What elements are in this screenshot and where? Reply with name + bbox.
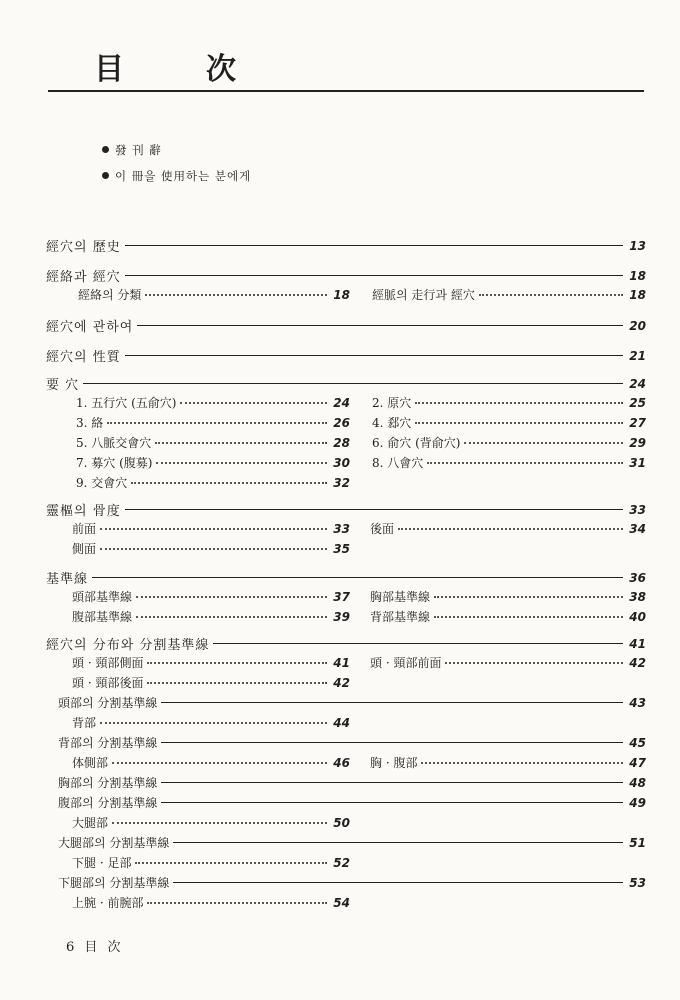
intro-label: 이 冊을 使用하는 분에게: [115, 169, 252, 183]
toc-page: 27: [629, 415, 646, 430]
toc-label: 4. 郄穴: [372, 416, 412, 430]
toc-entry[interactable]: [72, 754, 350, 771]
toc-entry[interactable]: [76, 434, 350, 451]
toc-entry[interactable]: [72, 854, 350, 871]
toc-entry[interactable]: [72, 520, 350, 537]
leader-dots: [135, 862, 327, 864]
toc-label: 頭 · 頸部側面: [72, 656, 144, 670]
toc-page: 51: [629, 835, 646, 850]
toc-page: 31: [629, 455, 646, 470]
toc-label: 側面: [72, 542, 97, 556]
toc-entry[interactable]: [58, 874, 646, 891]
toc-page: 54: [333, 895, 350, 910]
toc-entry[interactable]: [76, 414, 350, 431]
toc-page: 39: [333, 609, 350, 624]
toc-entry[interactable]: [46, 634, 646, 653]
toc-entry[interactable]: [72, 814, 350, 831]
toc-page: 53: [629, 875, 646, 890]
toc-label: 背部의 分割基準線: [58, 736, 158, 750]
toc-page: 18: [629, 268, 646, 283]
toc-label: 上腕 · 前腕部: [72, 896, 144, 910]
toc-label: 要 穴: [46, 378, 80, 393]
toc-label: 經穴의 分布와 分割基準線: [46, 638, 210, 653]
intro-item-preface[interactable]: [102, 142, 162, 158]
leader-dots: [107, 422, 327, 424]
toc-label: 体側部: [72, 756, 109, 770]
leader-line: [83, 383, 623, 384]
toc-entry[interactable]: [372, 454, 646, 471]
toc-entry[interactable]: [46, 316, 646, 335]
leader-line: [161, 802, 623, 803]
leader-line: [173, 842, 623, 843]
toc-label: 經絡과 經穴: [46, 270, 121, 285]
intro-item-user-guide[interactable]: [102, 168, 251, 184]
toc-label: 前面: [72, 522, 97, 536]
leader-line: [173, 882, 623, 883]
toc-entry[interactable]: [372, 394, 646, 411]
toc-entry[interactable]: [72, 608, 350, 625]
leader-dots: [136, 616, 327, 618]
toc-entry[interactable]: [58, 794, 646, 811]
toc-page: 38: [629, 589, 646, 604]
toc-entry[interactable]: [72, 674, 350, 691]
toc-page: 33: [333, 521, 350, 536]
toc-label: 腹部基準線: [72, 610, 133, 624]
toc-entry[interactable]: [370, 588, 646, 605]
toc-page: 30: [333, 455, 350, 470]
title-divider: [48, 90, 644, 92]
toc-label: 下腿 · 足部: [72, 856, 132, 870]
toc-label: 腹部의 分割基準線: [58, 796, 158, 810]
toc-page: 18: [333, 287, 350, 302]
toc-entry[interactable]: [46, 346, 646, 365]
toc-page: 24: [629, 376, 646, 391]
leader-dots: [100, 528, 327, 530]
toc-page: 45: [629, 735, 646, 750]
leader-dots: [100, 548, 327, 550]
intro-label: 發 刊 辭: [115, 143, 162, 157]
toc-page: 36: [629, 570, 646, 585]
leader-dots: [147, 662, 327, 664]
leader-line: [213, 643, 623, 644]
toc-label: 2. 原穴: [372, 396, 412, 410]
toc-page: 25: [629, 395, 646, 410]
toc-page: 46: [333, 755, 350, 770]
toc-entry[interactable]: [370, 608, 646, 625]
toc-label: 後面: [370, 522, 395, 536]
toc-entry[interactable]: [46, 568, 646, 587]
toc-label: 胸 · 腹部: [370, 756, 418, 770]
leader-dots: [156, 462, 327, 464]
toc-page: 21: [629, 348, 646, 363]
toc-page: 29: [629, 435, 646, 450]
leader-line: [137, 325, 623, 326]
leader-dots: [147, 682, 327, 684]
leader-dots: [445, 662, 623, 664]
toc-label: 頭 · 頸部後面: [72, 676, 144, 690]
toc-label: 基準線: [46, 572, 89, 587]
leader-dots: [427, 462, 623, 464]
leader-line: [92, 577, 623, 578]
leader-line: [125, 355, 624, 356]
toc-entry[interactable]: [72, 894, 350, 911]
toc-page: 24: [333, 395, 350, 410]
leader-line: [161, 742, 623, 743]
toc-page: 33: [629, 502, 646, 517]
toc-entry[interactable]: [58, 774, 646, 791]
toc-page: 52: [333, 855, 350, 870]
toc-label: 經穴의 性質: [46, 350, 121, 365]
toc-label: 靈樞의 骨度: [46, 504, 121, 519]
toc-page: 50: [333, 815, 350, 830]
toc-label: 胸部基準線: [370, 590, 431, 604]
toc-label: 大腿部: [72, 816, 109, 830]
toc-label: 1. 五行穴 (五俞穴): [76, 396, 177, 410]
toc-entry[interactable]: [372, 434, 646, 451]
toc-label: 背部: [72, 716, 97, 730]
toc-page: 32: [333, 475, 350, 490]
bullet-icon: [102, 172, 109, 179]
toc-page: 13: [629, 238, 646, 253]
leader-dots: [415, 402, 623, 404]
toc-label: 6. 俞穴 (背俞穴): [372, 436, 461, 450]
leader-dots: [398, 528, 623, 530]
toc-entry[interactable]: [372, 286, 646, 303]
toc-page: 28: [333, 435, 350, 450]
leader-dots: [434, 616, 623, 618]
toc-entry[interactable]: [76, 474, 350, 491]
toc-entry[interactable]: [46, 236, 646, 255]
toc-page: 41: [629, 636, 646, 651]
toc-label: 大腿部의 分割基準線: [58, 836, 170, 850]
leader-dots: [136, 596, 327, 598]
toc-label: 頭 · 頸部前面: [370, 656, 442, 670]
toc-entry[interactable]: [58, 734, 646, 751]
toc-page: 44: [333, 715, 350, 730]
toc-entry[interactable]: [72, 654, 350, 671]
toc-entry[interactable]: [72, 540, 350, 557]
toc-entry[interactable]: [72, 714, 350, 731]
page-footer: 6 目 次: [66, 940, 124, 955]
leader-dots: [479, 294, 623, 296]
leader-line: [125, 275, 624, 276]
toc-page: 34: [629, 521, 646, 536]
toc-label: 頭部의 分割基準線: [58, 696, 158, 710]
toc-label: 頭部基準線: [72, 590, 133, 604]
leader-line: [125, 509, 624, 510]
toc-entry[interactable]: [72, 588, 350, 605]
leader-dots: [155, 442, 327, 444]
toc-entry[interactable]: [58, 694, 646, 711]
toc-label: 8. 八會穴: [372, 456, 424, 470]
toc-page: 49: [629, 795, 646, 810]
toc-page: 42: [333, 675, 350, 690]
toc-entry[interactable]: [370, 520, 646, 537]
toc-entry[interactable]: [58, 834, 646, 851]
toc-page: 18: [629, 287, 646, 302]
toc-label: 經絡의 分類: [78, 288, 142, 302]
toc-label: 經脈의 走行과 經穴: [372, 288, 475, 302]
toc-label: 3. 絡: [76, 416, 104, 430]
toc-entry[interactable]: [76, 394, 350, 411]
leader-dots: [147, 902, 327, 904]
toc-page: 35: [333, 541, 350, 556]
leader-dots: [464, 442, 623, 444]
leader-dots: [180, 402, 327, 404]
leader-dots: [145, 294, 327, 296]
leader-dots: [112, 762, 327, 764]
leader-line: [125, 245, 624, 246]
leader-dots: [434, 596, 623, 598]
toc-page: 40: [629, 609, 646, 624]
toc-entry[interactable]: [46, 266, 646, 285]
toc-label: 背部基準線: [370, 610, 431, 624]
toc-entry[interactable]: [76, 454, 350, 471]
toc-entry[interactable]: [370, 754, 646, 771]
toc-page: 47: [629, 755, 646, 770]
toc-label: 經穴에 관하여: [46, 320, 134, 335]
leader-line: [161, 702, 623, 703]
toc-label: 胸部의 分割基準線: [58, 776, 158, 790]
toc-entry[interactable]: [46, 500, 646, 519]
toc-page: 48: [629, 775, 646, 790]
toc-entry[interactable]: [370, 654, 646, 671]
toc-entry[interactable]: [372, 414, 646, 431]
leader-line: [161, 782, 623, 783]
toc-page: 43: [629, 695, 646, 710]
toc-page: 41: [333, 655, 350, 670]
toc-label: 9. 交會穴: [76, 476, 128, 490]
leader-dots: [131, 482, 327, 484]
leader-dots: [112, 822, 327, 824]
leader-dots: [421, 762, 623, 764]
toc-label: 經穴의 歷史: [46, 240, 121, 255]
toc-page: 20: [629, 318, 646, 333]
toc-page: 42: [629, 655, 646, 670]
page-title: 目 次: [94, 52, 262, 87]
toc-label: 下腿部의 分割基準線: [58, 876, 170, 890]
toc-label: 7. 募穴 (腹募): [76, 456, 153, 470]
leader-dots: [415, 422, 623, 424]
toc-page: 37: [333, 589, 350, 604]
toc-label: 5. 八脈交會穴: [76, 436, 152, 450]
toc-entry[interactable]: [78, 286, 350, 303]
toc-page: 26: [333, 415, 350, 430]
toc-entry[interactable]: [46, 374, 646, 393]
bullet-icon: [102, 146, 109, 153]
leader-dots: [100, 722, 327, 724]
